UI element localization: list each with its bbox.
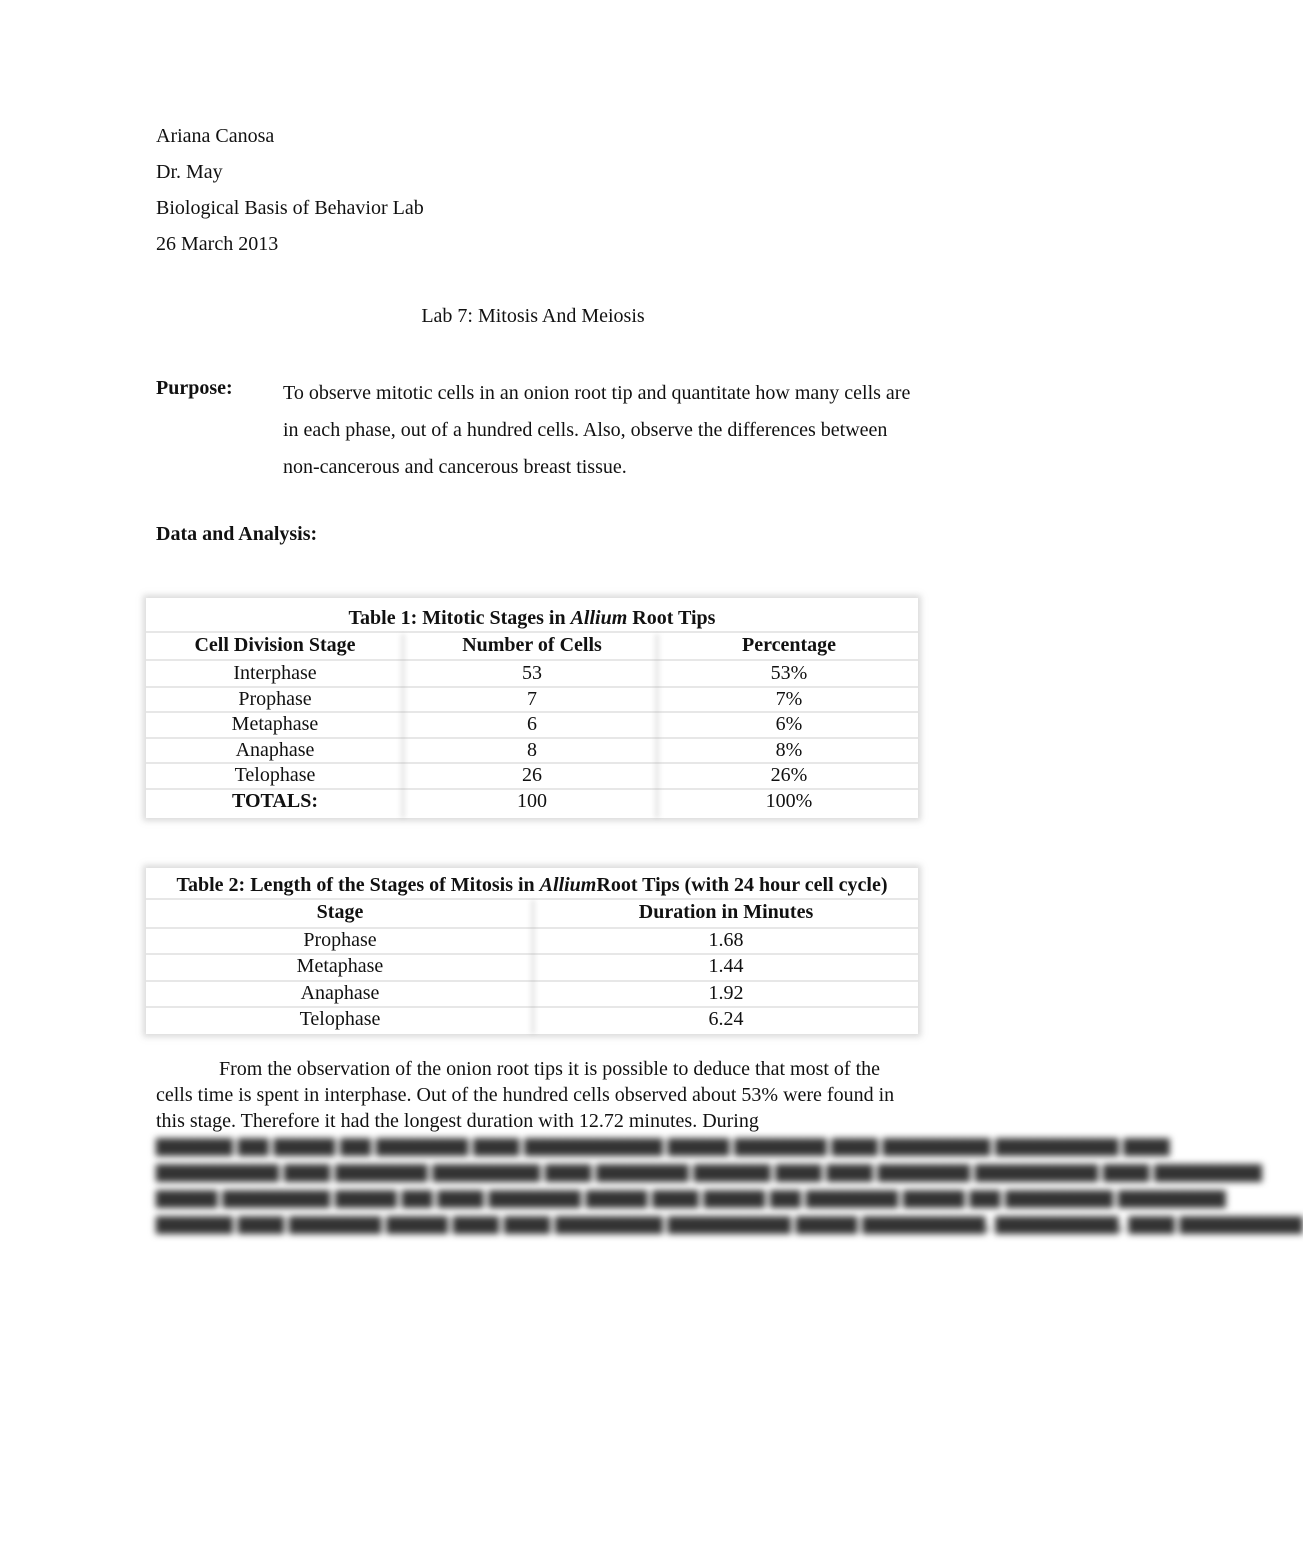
table-2-title: Table 2: Length of the Stages of Mitosis in AlliumRoot Tips (with 24 hour cell cycle) xyxy=(176,874,888,896)
table-2-header-stage: Stage xyxy=(316,901,364,923)
table-2-cell-duration: 1.92 xyxy=(708,981,744,1004)
analysis-text: From the observation of the onion root tips it is possible to deduce that most of the cells time is spent in interphase. Out of the hundred cells observed about 53% were found in this stage. Therefore it had the longest duration with 12.72 minutes. During xyxy=(156,1058,895,1132)
table-1-cell-stage: Metaphase xyxy=(231,713,319,736)
obscured-text-line: ▆▆▆▆▆ ▆▆ ▆▆▆▆ ▆▆ ▆▆▆▆▆▆ ▆▆▆ ▆▆▆▆▆▆▆▆▆ ▆▆▆▆ ▆▆▆▆▆▆ ▆▆▆ ▆▆▆▆▆▆▆ ▆▆▆▆▆▆▆▆ ▆▆▆ xyxy=(156,1134,1170,1156)
table-1-title-italic: Allium xyxy=(570,607,628,629)
table-1-cell-stage: Interphase xyxy=(233,662,317,684)
purpose-label: Purpose: xyxy=(156,377,233,399)
table-1-cell-percentage: 53% xyxy=(770,662,808,684)
table-2-cell-duration: 1.68 xyxy=(708,929,744,951)
table-1-cell-stage: Prophase xyxy=(238,687,312,710)
table-row xyxy=(146,660,918,686)
author-name: Ariana Canosa xyxy=(156,125,275,147)
table-1-title: Table 1: Mitotic Stages in Allium Root Tips xyxy=(348,607,716,629)
table-1-header-stage: Cell Division Stage xyxy=(194,634,356,656)
obscured-text-line: ▆▆▆▆▆▆▆▆ ▆▆▆ ▆▆▆▆▆▆ ▆▆▆▆▆▆▆ ▆▆▆ ▆▆▆▆▆▆ ▆▆▆▆▆ ▆▆▆ ▆▆▆ ▆▆▆▆▆▆ ▆▆▆▆▆▆▆▆ ▆▆▆ ▆▆▆▆▆▆▆ xyxy=(156,1160,1262,1182)
table-2-cell-duration: 6.24 xyxy=(708,1007,744,1030)
table-1-cell-percentage: 8% xyxy=(775,738,803,761)
table-1-cell-count: 7 xyxy=(527,687,537,710)
table-2-cell-stage: Prophase xyxy=(303,929,377,951)
obscured-text-line: ▆▆▆▆ ▆▆▆▆▆▆▆ ▆▆▆▆ ▆▆ ▆▆▆ ▆▆▆▆▆▆ ▆▆▆▆ ▆▆▆ ▆▆▆▆ ▆▆ ▆▆▆▆▆▆ ▆▆▆▆ ▆▆ ▆▆▆▆▆▆▆ ▆▆▆▆▆▆▆ xyxy=(156,1186,1226,1208)
table-1-cell-stage: Anaphase xyxy=(235,738,315,761)
table-1-cell-percentage: 6% xyxy=(775,713,803,736)
table-row xyxy=(146,737,918,763)
table-1-header-count: Number of Cells xyxy=(462,634,602,656)
table-2-header-row xyxy=(146,899,918,925)
table-1-cell-count: 53 xyxy=(522,662,542,684)
table-row xyxy=(146,980,918,1006)
table-1-cell-count: 26 xyxy=(522,764,542,787)
table-row xyxy=(146,686,918,712)
purpose-text: To observe mitotic cells in an onion root tip and quantitate how many cells are in each phase, out of a hundred cells. Also, observe the differences between non-cancerous and cancerous breast tissue. xyxy=(283,382,911,478)
table-1-cell-percentage: 26% xyxy=(770,764,808,787)
table-1-cell-stage: TOTALS: xyxy=(232,790,318,812)
table-row xyxy=(146,762,918,788)
table-1-header-percentage: Percentage xyxy=(741,634,837,656)
table-2-cell-stage: Metaphase xyxy=(296,955,384,978)
table-row xyxy=(146,927,918,953)
section-heading: Data and Analysis: xyxy=(156,523,318,545)
table-1-cell-percentage: 100% xyxy=(765,790,813,812)
table-1-cell-count: 6 xyxy=(527,713,537,736)
table-1-header-row xyxy=(146,632,918,658)
instructor-name: Dr. May xyxy=(156,161,223,183)
table-row xyxy=(146,788,918,814)
table-2-cell-stage: Telophase xyxy=(299,1007,381,1030)
document-date: 26 March 2013 xyxy=(156,233,279,255)
document-title: Lab 7: Mitosis And Meiosis xyxy=(421,305,645,327)
table-1-cell-percentage: 7% xyxy=(775,687,803,710)
table-2-header-duration: Duration in Minutes xyxy=(638,901,814,923)
table-2-cell-duration: 1.44 xyxy=(708,955,744,978)
table-row xyxy=(146,1006,918,1032)
table-2 xyxy=(146,868,918,1034)
course-name: Biological Basis of Behavior Lab xyxy=(156,197,424,219)
table-row xyxy=(146,711,918,737)
obscured-text-line: ▆▆▆▆▆ ▆▆▆ ▆▆▆▆▆▆ ▆▆▆▆ ▆▆▆ ▆▆▆ ▆▆▆▆▆▆▆ ▆▆▆▆▆▆▆▆ ▆▆▆▆ ▆▆▆▆▆▆▆▆, ▆▆▆▆▆▆▆▆, ▆▆▆ ▆▆▆▆▆▆▆▆ xyxy=(156,1212,1303,1234)
table-1-cell-count: 8 xyxy=(527,738,537,761)
table-2-title-italic: Allium xyxy=(539,874,597,896)
table-1 xyxy=(146,598,918,818)
table-1-cell-count: 100 xyxy=(517,790,547,812)
table-2-cell-stage: Anaphase xyxy=(300,981,380,1004)
table-row xyxy=(146,953,918,979)
table-1-cell-stage: Telophase xyxy=(234,764,316,787)
analysis-paragraph xyxy=(156,1056,896,1134)
